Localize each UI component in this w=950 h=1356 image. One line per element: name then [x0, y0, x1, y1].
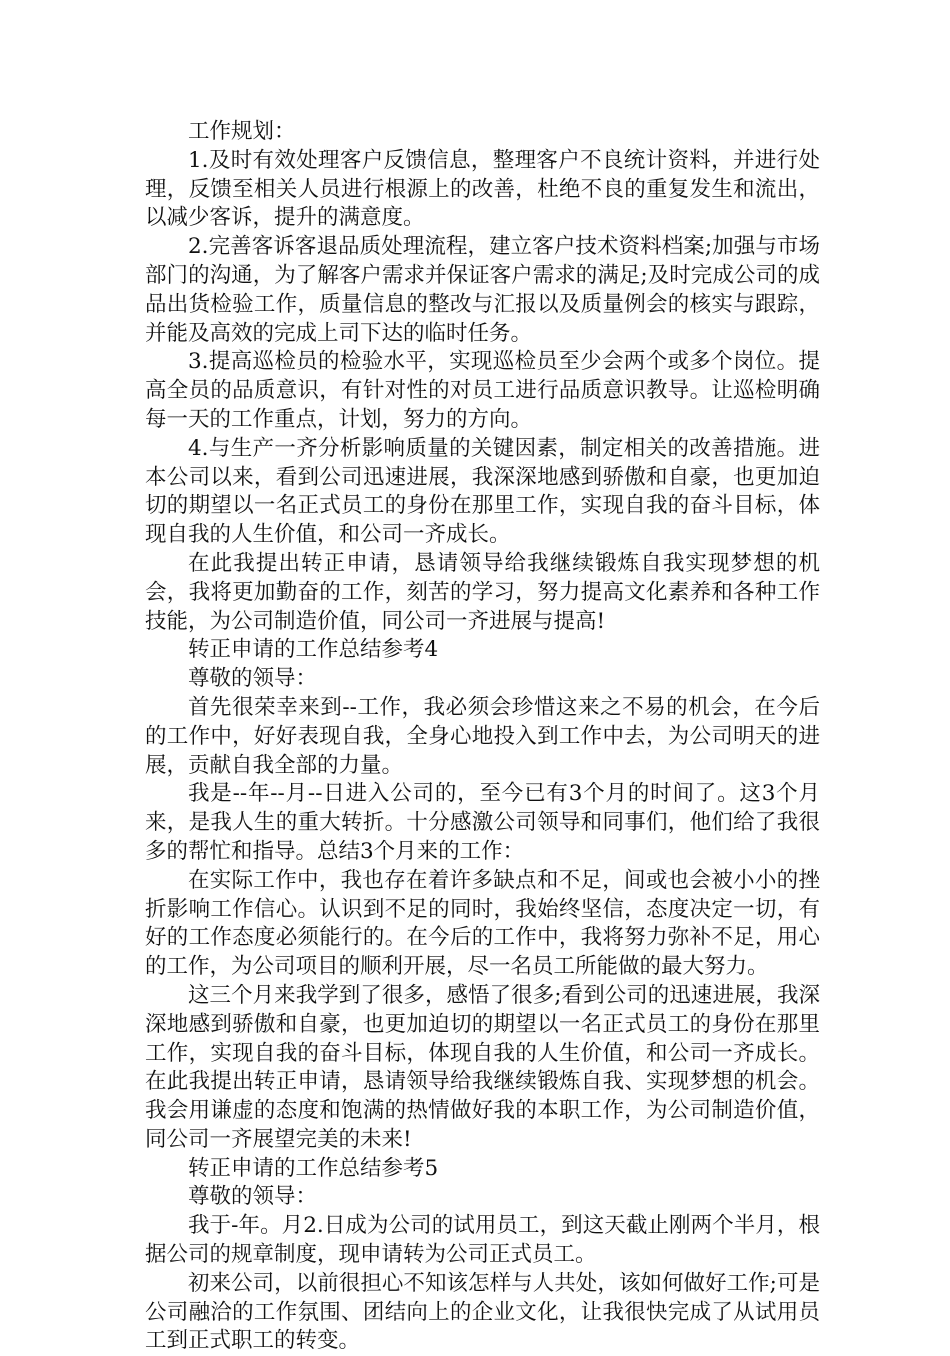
section-title: 转正申请的工作总结参考4 — [188, 637, 439, 663]
paragraph: 在实际工作中，我也存在着许多缺点和不足，间或也会被小小的挫折影响工作信心。认识到不足的同时，我始终坚信，态度决定一切，有好的工作态度必须能行的。在今后的工作中，我将努力弥补不足，用心的工作，为公司项目的顺利开展，尽一名员工所能做的最大努力。 — [145, 867, 820, 980]
paragraph: 3.提高巡检员的检验水平，实现巡检员至少会两个或多个岗位。提高全员的品质意识，有针对性的对员工进行品质意识教导。让巡检明确每一天的工作重点，计划，努力的方向。 — [145, 349, 820, 432]
paragraph: 2.完善客诉客退品质处理流程，建立客户技术资料档案;加强与市场部门的沟通，为了解客户需求并保证客户需求的满足;及时完成公司的成品出货检验工作，质量信息的整改与汇报以及质量例会的核实与跟踪，并能及高效的完成上司下达的临时任务。 — [145, 234, 820, 346]
section-heading: 工作规划： — [188, 119, 296, 144]
section-title: 转正申请的工作总结参考5 — [188, 1155, 439, 1181]
paragraph: 我于-年。月2.日成为公司的试用员工，到这天截止刚两个半月，根据公司的规章制度，现申请转为公司正式员工。 — [145, 1213, 820, 1268]
paragraph: 1.及时有效处理客户反馈信息，整理客户不良统计资料，并进行处理，反馈至相关人员进行根源上的改善，杜绝不良的重复发生和流出，以减少客诉，提升的满意度。 — [145, 147, 820, 231]
salutation: 尊敬的领导： — [188, 666, 318, 692]
paragraph: 初来公司，以前很担心不知该怎样与人共处，该如何做好工作;可是公司融洽的工作氛围、团结向上的企业文化，让我很快完成了从试用员工到正式职工的转变。 — [145, 1270, 820, 1354]
document-body — [145, 118, 820, 1356]
paragraph: 首先很荣幸来到--工作，我必须会珍惜这来之不易的机会，在今后的工作中，好好表现自我，全身心地投入到工作中去，为公司明天的进展，贡献自我全部的力量。 — [145, 694, 820, 778]
paragraph: 在此我提出转正申请，恳请领导给我继续锻炼自我实现梦想的机会，我将更加勤奋的工作，刻苦的学习，努力提高文化素养和各种工作技能，为公司制造价值，同公司一齐进展与提高! — [145, 550, 820, 634]
paragraph: 我是--年--月--日进入公司的，至今已有3个月的时间了。这3个月来，是我人生的重大转折。十分感激公司领导和同事们，他们给了我很多的帮忙和指导。总结3个月来的工作： — [145, 781, 820, 864]
paragraph: 4.与生产一齐分析影响质量的关键因素，制定相关的改善措施。进本公司以来，看到公司迅速进展，我深深地感到骄傲和自豪，也更加迫切的期望以一名正式员工的身份在那里工作，实现自我的奋斗目标，体现自我的人生价值，和公司一齐成长。 — [145, 435, 820, 548]
paragraph: 这三个月来我学到了很多，感悟了很多;看到公司的迅速进展，我深深地感到骄傲和自豪，也更加迫切的期望以一名正式员工的身份在那里工作，实现自我的奋斗目标，体现自我的人生价值，和公司一齐成长。在此我提出转正申请，恳请领导给我继续锻炼自我、实现梦想的机会。我会用谦虚的态度和饱满的热情做好我的本职工作，为公司制造价值，同公司一齐展望完美的未来! — [145, 982, 820, 1152]
salutation: 尊敬的领导： — [188, 1184, 318, 1210]
